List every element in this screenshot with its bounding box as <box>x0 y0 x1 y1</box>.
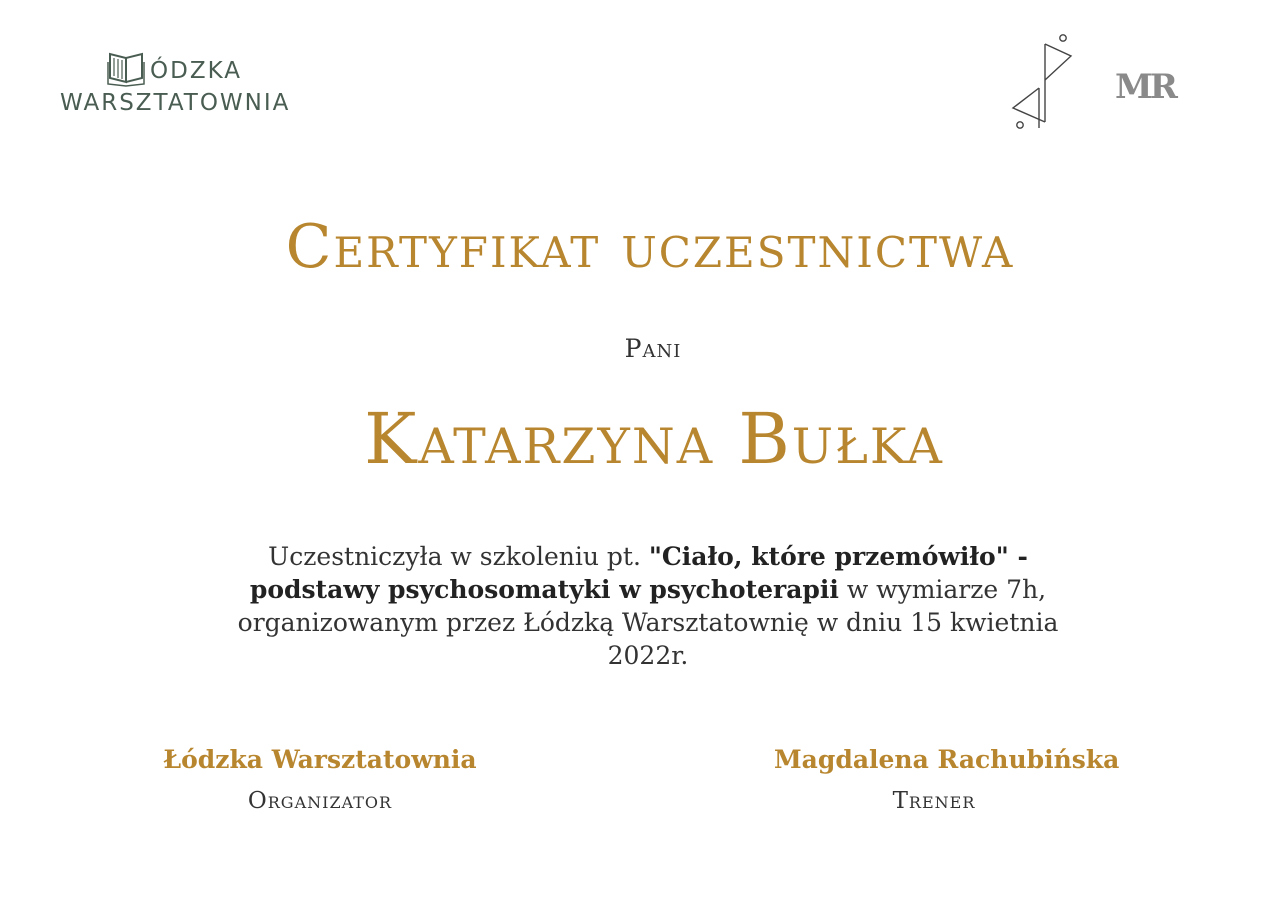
abstract-line-mark-icon <box>1005 30 1080 135</box>
body-text-details: w wymiarze 7h, organizowanym przez Łódzką Warsztatownię w dniu 15 kwietnia 2022r. <box>237 575 1059 670</box>
signature-name: Łódzka Warsztatownia <box>163 745 477 774</box>
signature-organizer <box>160 745 480 814</box>
salutation: Pani <box>624 334 682 363</box>
recipient-name: Katarzyna Bułka <box>364 398 944 480</box>
course-title: "Ciało, które przemówiło" - podstawy psychosomatyki w psychoterapii <box>249 542 1028 604</box>
signature-role: Trener <box>892 788 976 814</box>
logo-lodzka-warsztatownia <box>58 48 308 124</box>
certificate-body <box>200 540 1096 672</box>
body-text-intro: Uczestniczyła w szkoleniu pt. <box>268 542 649 571</box>
signature-trainer <box>774 745 1120 814</box>
signature-role: Organizator <box>247 788 393 814</box>
logo-text-line2: WARSZTATOWNIA <box>60 90 291 116</box>
book-icon <box>106 48 150 88</box>
logo-text-line1: ÓDZKA <box>150 58 242 84</box>
signature-name: Magdalena Rachubińska <box>774 745 1120 774</box>
svg-text:MR: MR <box>1115 68 1175 104</box>
certificate-title: Certyfikat uczestnictwa <box>285 212 1015 282</box>
mr-logo <box>1115 68 1183 104</box>
